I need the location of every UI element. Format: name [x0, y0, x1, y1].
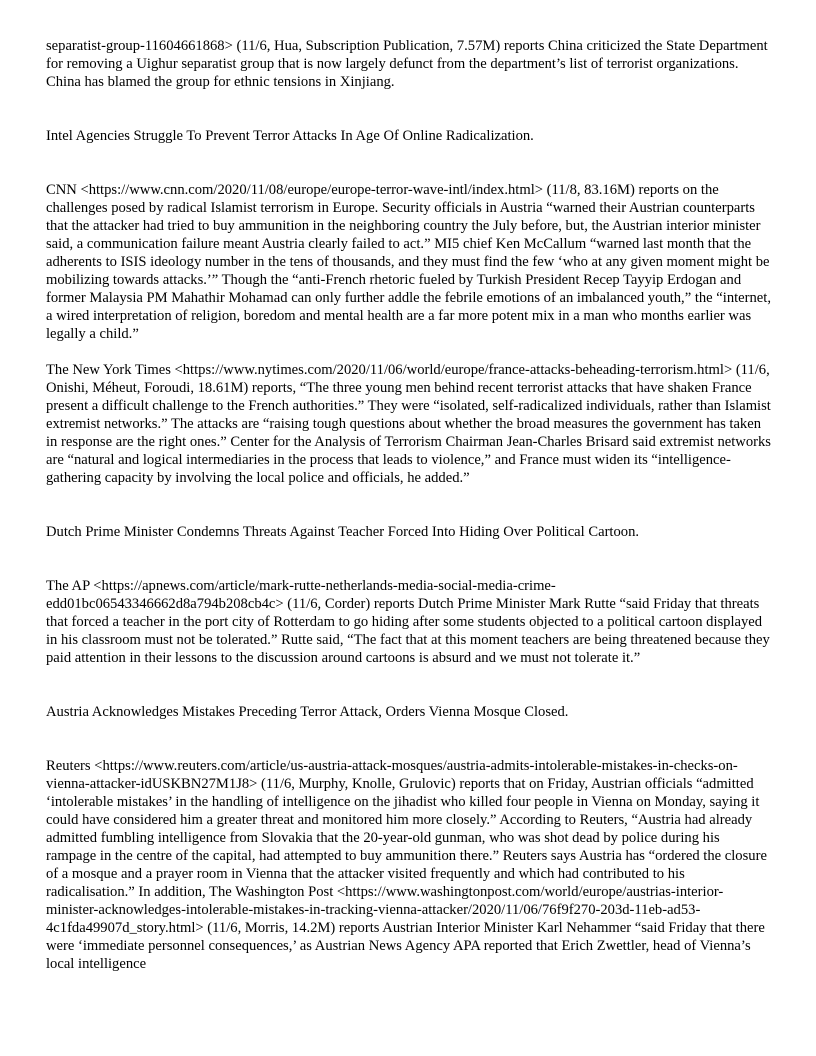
document-page [46, 37, 772, 973]
spacer [46, 541, 772, 577]
spacer [46, 487, 772, 523]
spacer [46, 343, 772, 361]
paragraph-nyt: The New York Times <https://www.nytimes.com/2020/11/06/world/europe/france-attacks-beheading-terrorism.html> (11/6, Onishi, Méheut, Foroudi, 18.61M) reports, “The three young men behind recent terrorist attacks that have shaken France present a difficult challenge to the French authorities.” They were “isolated, self-radicalized individuals, rather than Islamist extremist networks.” The attacks are “raising tough questions about whether the broad measures the government has taken in response are the right ones.” Center for the Analysis of Terrorism Chairman Jean-Charles Brisard said extremist networks are “natural and logical intermediaries in the process that leads to violence,” and France must widen its “intelligence-gathering capacity by involving the local police and officials, he added.” [46, 362, 771, 486]
paragraph-china-uighur: separatist-group-11604661868> (11/6, Hua, Subscription Publication, 7.57M) reports China criticized the State Department for removing a Uighur separatist group that is now largely defunct from the department’s list of terrorist organizations. China has blamed the group for ethnic tensions in Xinjiang. [46, 38, 768, 90]
spacer [46, 667, 772, 703]
paragraph-ap: The AP <https://apnews.com/article/mark-rutte-netherlands-media-social-media-crime-edd01bc06543346662d8a794b208cb4c> (11/6, Corder) reports Dutch Prime Minister Mark Rutte “said Friday that threats that forced a teacher in the port city of Rotterdam to go hiding after some students objected to a political cartoon displayed in his classroom must not be tolerated.” Rutte said, “The fact that at this moment teachers are being threatened because they paid attention in their lessons to the discussion around cartoons is absurd and we must not tolerate it.” [46, 578, 770, 666]
spacer [46, 145, 772, 181]
headline-intel-agencies: Intel Agencies Struggle To Prevent Terror Attacks In Age Of Online Radicalization. [46, 128, 534, 144]
spacer [46, 91, 772, 127]
headline-dutch-pm: Dutch Prime Minister Condemns Threats Against Teacher Forced Into Hiding Over Political Cartoon. [46, 524, 640, 540]
paragraph-reuters: Reuters <https://www.reuters.com/article/us-austria-attack-mosques/austria-admits-intolerable-mistakes-in-checks-on-vienna-attacker-idUSKBN27M1J8> (11/6, Murphy, Knolle, Grulovic) reports that on Friday, Austrian officials “admitted ‘intolerable mistakes’ in the handling of intelligence on the jihadist who killed four people in Vienna on Monday, saying it could have considered him a greater threat and monitored him more closely.” According to Reuters, “Austria had already admitted fumbling intelligence from Slovakia that the 20-year-old gunman, who was shot dead by police during his rampage in the centre of the capital, had attempted to buy ammunition there.” Reuters says Austria has “ordered the closure of a mosque and a prayer room in Vienna that the attacker visited frequently and which had contributed to his radicalisation.” In addition, The Washington Post <https://www.washingtonpost.com/world/europe/austrias-interior-minister-acknowledges-intolerable-mistakes-in-tracking-vienna-attacker/2020/11/06/76f9f270-203d-11eb-ad53-4c1fda49907d_story.html> (11/6, Morris, 14.2M) reports Austrian Interior Minister Karl Nehammer “said Friday that there were ‘immediate personnel consequences,’ as Austrian News Agency APA reported that Erich Zwettler, head of Vienna’s local intelligence [46, 758, 767, 972]
spacer [46, 721, 772, 757]
headline-austria: Austria Acknowledges Mistakes Preceding Terror Attack, Orders Vienna Mosque Closed. [46, 704, 569, 720]
paragraph-cnn: CNN <https://www.cnn.com/2020/11/08/europe/europe-terror-wave-intl/index.html> (11/8, 83.16M) reports on the challenges posed by radical Islamist terrorism in Europe. Security officials in Austria “warned their Austrian counterparts that the attacker had tried to buy ammunition in the neighboring country the July before, but, the Austrian interior minister said, a communication failure meant Austria clearly failed to act.” MI5 chief Ken McCallum “warned last month that the adherents to ISIS ideology number in the tens of thousands, and they must find the few ‘who at any given moment might be mobilizing towards attacks.’” Though the “anti-French rhetoric fueled by Turkish President Recep Tayyip Erdogan and former Malaysia PM Mahathir Mohamad can only further addle the febrile emotions of an imbalanced youth,” the “internet, a wired interpretation of religion, boredom and mental health are a far more potent mix in a man who months earlier was legally a child.” [46, 182, 771, 342]
